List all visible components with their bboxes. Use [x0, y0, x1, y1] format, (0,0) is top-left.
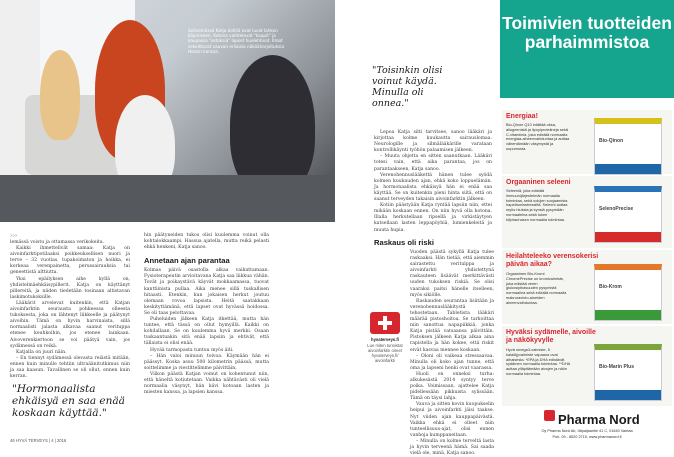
product-pack — [594, 264, 662, 321]
pack-band — [595, 164, 661, 174]
product-text: Orgaaninen Bio-Kromi ChromePrecise on kromivalmiste, joka edistää veren glukosipitoisuuden pysymistä normaalina sekä edistää normaalia makroravinto-aineiden aineenvaihduntaa. — [506, 271, 567, 305]
product-pack — [594, 186, 662, 243]
product-text: Bio-Qinon Q10 intättää oksa, allogeenistä ja lipoylproteiineja sekä C-vitamiinia, joka edistää normaalia energiaa-aineenvaihduntaa ja auttaa vähentämään väsymystä ja uupumusta. — [506, 122, 570, 151]
paragraph: Viikon päästä Katjan voinut on kohentunut niin, että häneltä kotiutetaan. Vaikka nähtävästi oli vielä normaalia väsynyt, hän kävi kotoaan lasten ja miesten kanssa, ja lapsien kanssa. — [144, 371, 269, 396]
product-pack — [594, 344, 662, 401]
pack-band — [595, 390, 661, 400]
product-box — [502, 176, 672, 248]
paragraph: lemässä voistu ja ottamassa verikokeita. — [10, 240, 105, 245]
paragraph: – Minulla on kolme terveltä lasta ja hyvin terveenä hämä. Sai saada vielä ole, minä, Katja sanoo. — [410, 438, 494, 457]
health-cross-icon — [370, 312, 400, 334]
paragraph: Vauva ja sitten kovin kuopukselin heipui ja aivoinfarkti jäisi taakse. Nyt viiden ajan kauppapäivästä. Vaikka ehkä ei olleet niin tunteellisuus-ajat, olisi ennen vanhoja kumppaneitaan. — [410, 402, 494, 438]
product-box — [502, 250, 672, 324]
ad-contact[interactable]: Puh. 09 - 8520 2715, www.pharmanord.fi — [552, 435, 622, 439]
paragraph: Katjalla on juuri näin. — [16, 349, 67, 355]
paragraph: Lepoa Katja silti tarvitsee, sanoo lääkäri ja kirjottaa kolme kuukautta sairauslomaa. Neurologille ja silmälääkärille varataan kontrollikäynti työhön palaamisen jälkeen. — [374, 130, 492, 154]
paragraph: Verenohennuslääkettä hänen tulee syödä kolmen kuukauden ajan, ehkä koko loppuelämän. Ja hormonaalista ehkäisyä hän ei enää saa käyttää. Se on kuitenkin pieni hinta siitä, että on saanut terveyden takaisin aivoinfarktin jälkeen. — [374, 172, 492, 203]
right-column-bottom — [410, 250, 494, 457]
pack-name: Bio-Marin Plus — [599, 364, 635, 370]
paragraph: Puheluiden jälkeen Katja itkettää, mutta hän tuntee, että tässä on ollut hymyillä. Kaikki on kohdallaan. Se on kuulemma hyvä merkki. Osaan tuskaantuakin sitä enää lapsiin ja ehtivät, että tällaista ei olisi enää. — [144, 317, 269, 347]
ad-address: Oy Pharma Nord Ab, Itäpaljaantie 41 C, 01640 Vantaa — [541, 429, 633, 433]
product-title: Orgaaninen seleeni — [506, 179, 571, 186]
page-footer: 46 HYVÄ TERVEYS | 4 | 2016 — [10, 438, 67, 443]
product-text: Seleeniä, joka edistää immuunijärjestelmän normaalia toimintaa, sekä solujen suojaamista hapettumisstressiltä. Seleeni auttaa myös hiuksia ja kynsiä pysymään normaaleina sekä tukee kilpirauhasen normaalia toimintaa. — [506, 188, 568, 222]
right-pull-quote: "Toisinkin olisi voinut käydä. Minulla oli onnea." — [372, 65, 443, 109]
product-box — [502, 326, 672, 406]
paragraph: Lääkärit arvelevat kuitenkin, että Katjan aivoinfarktin seurausta pohkeessa olleesta tukoksesta, joka on lähtenyt liikkeelle ja päätynyt aivoihin. Tämä on hyvin harvinaista, sillä normaalisti jalasta alkavaa saanut verituppa etenee keuhkoihin, jos etenee lainkaan. Aivoverenkiertoon se voi päätyä vain, jos sydämessä on reikä. — [10, 300, 130, 349]
badge-text: Lue miten tunnistat aivoinfarktin oireet hyvaterveys.fi/ aivoinfarkti — [367, 343, 403, 363]
product-title: Heilahteleeko verensokerisi päivän aikaa? — [506, 253, 599, 269]
photo-caption: Seitsemässä Katja-äidillä ovat luvat lahkon käymiseen. Kotona vaihtelevat "kaapit" ja kaupassa "ostoksia" lapset huolehtivat. Ilmot sekoittavat vauvan erilaisia näköäharjoituksia Hessin kanssa. — [188, 28, 285, 54]
pack-band — [595, 232, 661, 242]
paragraph: Kotiin päästyään Katja ryntää lapsiin niin, ettei mikään koskaan ennen. On niin hyvä olla kotona. Illalla herkutellaan ripsellä ja virkistäytyen katsellaan lasten leppapöyhiä, lumienkeleitä ja muuta hupia. — [374, 203, 492, 233]
product-title: Energiaa! — [506, 113, 538, 120]
table — [0, 175, 335, 222]
paragraph: Kolmas päivä osastolla alkaa vaikuttamaan. Fysioterapeutin arvioitavana Katja saa liikkua vähän. Tovät ja poikaystävä käyvät mokkaamassa, tuovat kanttiinista pullaa. Aika menee sillä tuskallisen hitaasti. Etenkin, kun jokaisen herkut joutuu olemaan rovoa lapsista. Heitä saatakkaan keskityttämänä, että lapset ovat hyvässä hoidossa. Se oli taas pelottavaa. — [144, 268, 269, 316]
girl-figure — [40, 50, 80, 140]
pack-name: SelenoPrecise — [599, 206, 634, 212]
left-pull-quote: "Hormonaalista ehkäisyä en saa enää koskaan käyttää." — [12, 383, 125, 419]
product-title: Hyväksi sydämelle, aivoille ja näkökyvylle — [506, 329, 596, 345]
left-column-2 — [144, 233, 269, 396]
subheading: Raskaus oli riski — [374, 238, 434, 247]
paragraph: – Muuta ohjetta en sitten saanutkaan. Lääkäri totesi vain, että aika parantaa, jos on parantaakseen, Katja sanoo. — [374, 154, 492, 172]
subheading: Annetaan ajan parantaa — [144, 256, 230, 266]
paragraph: Raskauden seurantaa lisätään ja verenohennuslääkitystä tehostetaan. Tabletista lääkäri määrää pistoshoitoa. Se tarkoittaa niin sanottua napapiikkiä, jonka Katja pistää vatsaansa päivittäin. Pistoksen jälkeen Katja alkaa aina rapistella ja hän kokee, että riskit eivät kasvaa mennee koskaan. — [410, 298, 494, 353]
product-text: Hyvä omega3-valmiste, 5 kalaöljyvalmiste vapaana ovat alhaisesta. *EPA ja DHA edistävät sydämen normaalia toimintaa. **DHA auttaa ylläpitämään aivojen ja näön normaalia toimintaa. — [506, 347, 571, 376]
ad-headline: Toimivien tuotteiden parhaimmistoa — [502, 13, 672, 52]
badge-label[interactable]: hyvaterveys.fi — [371, 337, 399, 342]
brand-name: Pharma Nord — [558, 412, 640, 427]
pharma-nord-ad — [500, 0, 674, 450]
brand-logo — [544, 410, 555, 421]
boy-figure — [230, 55, 315, 195]
pack-name: Bio-Qinon — [599, 138, 624, 144]
paragraph: – Oloni oli vaikeaa stressaavaa. Minulla oli koko ajan tunne, että oma ja lapseni henki ovat vaarassa. — [410, 353, 494, 371]
paragraph: – Hän valoi minuun toivoa. Käymään hän ei päässyt. Koska asuu 500 kilometrin päässä, mutta soittelimme ja viestittelimme päivittäin. — [144, 353, 269, 371]
paragraph: – En tiennyt sydämessä olevasta reiästä mitään, ennen kuin minulle tehtiin ultraäänitutkimus niin ja saa kaasun. Tavallinen se oli ollut, ennen kuin kerran. — [10, 355, 130, 380]
paragraph: Vuoden päästä sykyllä Katja tulee raskaaksi. Hän tietää, että aiemmin sairastettu veritulppa ja aivoinfarkti yhdistettynä raskauteen lisäävät merkittävästi uuden tukoksen riskiä. Se olisi vaaraksi paitsi hänelle itselleen, myös sikiölle. — [410, 250, 494, 298]
family-photo — [0, 0, 335, 222]
continuation-marker: >>> — [10, 233, 18, 238]
paragraph: Yksi epäilyksen aihe kyllä on, yhdistelmäehkäisypillerit. Katja on käyttänyt pillereitä, ja niiden tiedetään tosinaan altistavan laskimotukoksille. — [10, 276, 130, 300]
left-column-1 — [10, 233, 130, 380]
paragraph: Kaikki ihmettelivät samaa: Katja on aivoinfarktipotilaaksi poikkeuksellisen nuori ja terve – 32 vuotias, tupakoimaton ja hoikka, ei korkeaa verenpainetta, perussairauksia tai geneettistä alttiutta. — [10, 246, 130, 276]
paragraph: hin päätyneiden tukos olisi kuulemma voinut olla kohtalokkaampi. Hassua ajatella, mutta reikä pelasti ehkä henkeni, Katja sanoo. — [144, 233, 269, 251]
paragraph: Huoli on onneksi turha: alkukesästä 2014 syntyy terve poika. Voimissaan, ajattelee Katja pidellessään pikkuista sylissään. Tämä on täysi lahja. — [410, 371, 494, 402]
paragraph: Hyvää tarmopasta tuntuu myös äiti. — [150, 347, 234, 353]
pack-band — [595, 310, 661, 320]
pack-name: Bio-Krom — [599, 284, 622, 290]
right-column-top — [374, 130, 492, 234]
product-box — [502, 110, 672, 174]
product-pack — [594, 118, 662, 175]
